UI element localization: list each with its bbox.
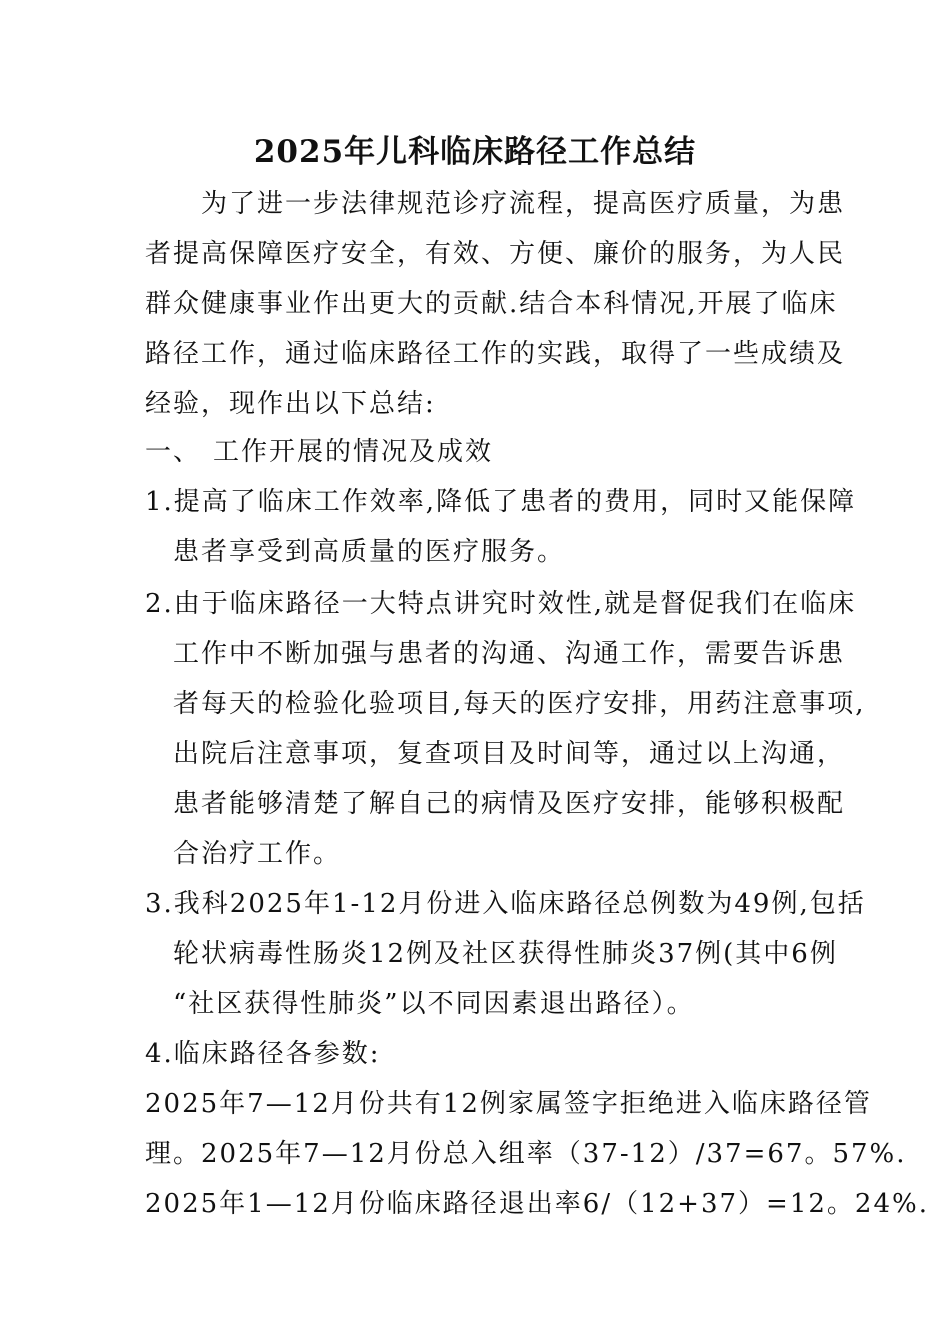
intro-line-4: 路径工作，通过临床路径工作的实践，取得了一些成绩及 <box>145 339 846 369</box>
item2-line-4: 出院后注意事项，复查项目及时间等，通过以上沟通， <box>173 739 846 769</box>
item4-line-2: 理。2025年7—12月份总入组率（37-12）/37=67。57%. <box>145 1139 907 1169</box>
item4-line-3: 2025年1—12月份临床路径退出率6/（12+37）=12。24%. <box>145 1189 929 1219</box>
item1-line-1: 1.提高了临床工作效率,降低了患者的费用，同时又能保障 <box>145 487 857 517</box>
item3-line-1: 3.我科2025年1-12月份进入临床路径总例数为49例,包括 <box>145 889 866 919</box>
item2-line-6: 合治疗工作。 <box>173 839 342 869</box>
item4-line-1: 2025年7—12月份共有12例家属签字拒绝进入临床路径管 <box>145 1089 872 1119</box>
item2-line-5: 患者能够清楚了解自己的病情及医疗安排，能够积极配 <box>173 789 846 819</box>
item2-line-3: 者每天的检验化验项目,每天的医疗安排，用药注意事项, <box>173 689 866 719</box>
item3-line-2: 轮状病毒性肠炎12例及社区获得性肺炎37例(其中6例 <box>173 939 838 969</box>
intro-line-3: 群众健康事业作出更大的贡献.结合本科情况,开展了临床 <box>145 289 838 319</box>
item3-line-3: “社区获得性肺炎”以不同因素退出路径）。 <box>173 989 695 1019</box>
section-number: 一、 <box>145 437 202 467</box>
item1-line-2: 患者享受到高质量的医疗服务。 <box>173 537 566 567</box>
item2-line-2: 工作中不断加强与患者的沟通、沟通工作，需要告诉患 <box>173 639 846 669</box>
page-title: 2025年儿科临床路径工作总结 <box>253 134 697 170</box>
item4-heading: 4.临床路径各参数: <box>145 1039 381 1069</box>
intro-line-2: 者提高保障医疗安全，有效、方便、廉价的服务，为人民 <box>145 239 846 269</box>
item2-line-1: 2.由于临床路径一大特点讲究时效性,就是督促我们在临床 <box>145 589 857 619</box>
intro-line-1: 为了进一步法律规范诊疗流程，提高医疗质量，为患 <box>201 189 846 219</box>
intro-line-5: 经验，现作出以下总结: <box>145 389 436 419</box>
section-heading: 工作开展的情况及成效 <box>213 437 494 467</box>
